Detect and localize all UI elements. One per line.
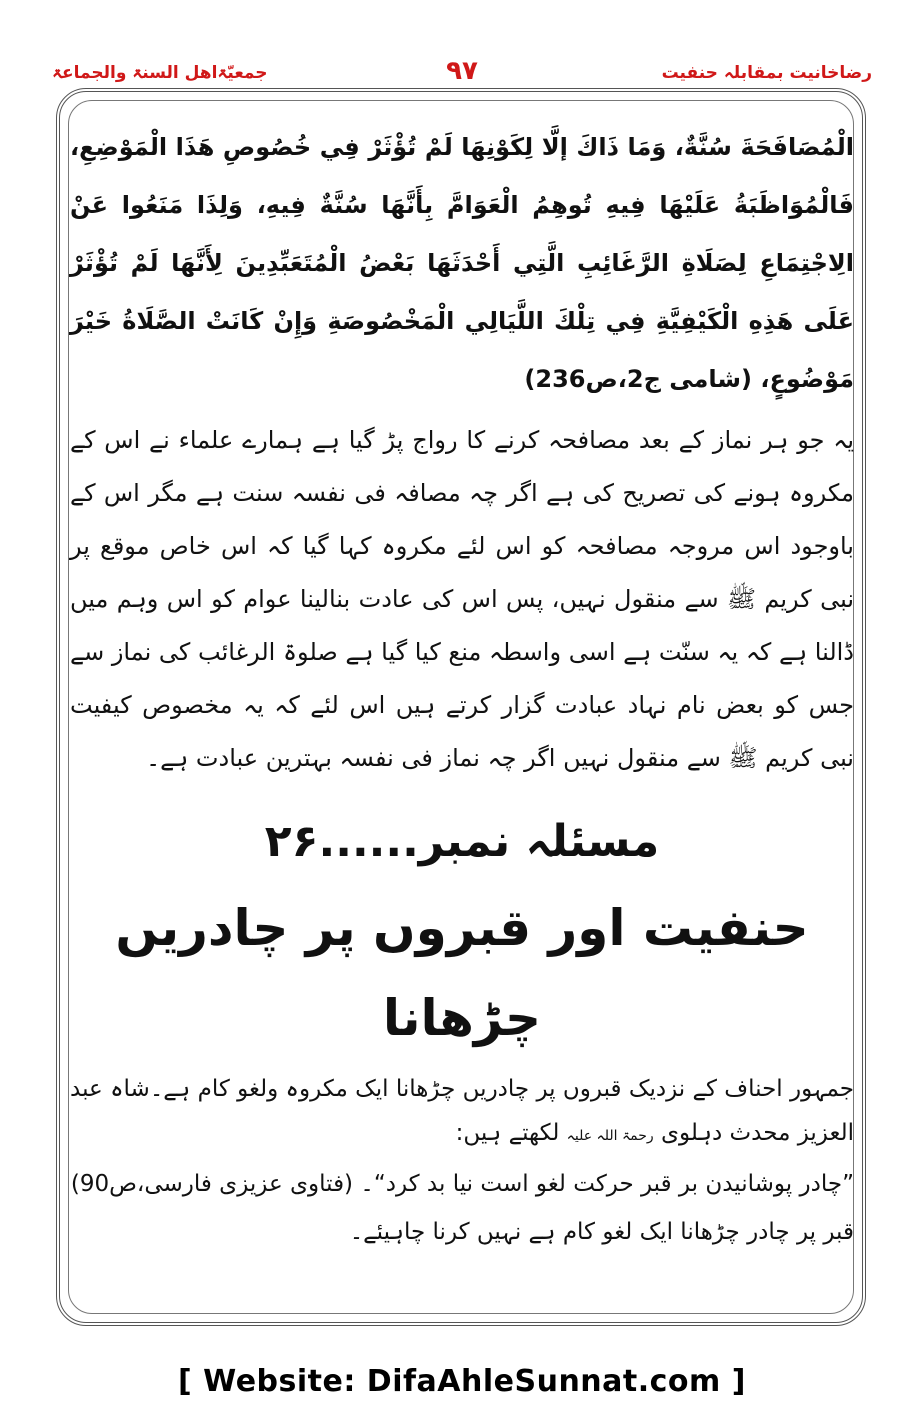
- arabic-quotation: [70, 118, 854, 408]
- masala-heading: مسئلہ نمبر......۲۶: [264, 816, 660, 867]
- quote-reference: (فتاوی عزیزی فارسی،ص90): [70, 1171, 354, 1197]
- website-footer: [ Website: DifaAhleSunnat.com ]: [178, 1364, 746, 1399]
- arabic-reference: (شامی ج2،ص236): [524, 365, 752, 393]
- urdu-paragraph-2: [70, 1067, 854, 1158]
- persian-quote: ”چادر پوشانیدن بر قبر حرکت لغو است نیا بد کرد“۔: [360, 1171, 854, 1197]
- writes-label: لکھتے ہیں:: [455, 1120, 560, 1146]
- persian-quote-line: [70, 1162, 854, 1206]
- quote-translation: قبر پر چادر چڑھانا ایک لغو کام ہے نہیں کرنا چاہیئے۔: [349, 1219, 854, 1245]
- page-content: [70, 118, 854, 1254]
- page-number: ۹۷: [446, 56, 478, 86]
- honorific: رحمۃ اللہ علیہ: [566, 1128, 654, 1144]
- page-header: [52, 58, 872, 92]
- paragraph-2-text: جمہور احناف کے نزدیک قبروں پر چادریں چڑھانا ایک مکروہ ولغو کام ہے۔شاہ عبد العزیز محدث دہلوی: [70, 1076, 854, 1146]
- book-title: رضاخانیت بمقابلہ حنفیت: [661, 63, 872, 83]
- publisher-title: جمعیّۃاھل السنۃ والجماعۃ: [52, 63, 268, 83]
- arabic-text: الْمُصَافَحَةَ سُنَّةٌ، وَمَا ذَاكَ إلَّا لِكَوْنِهَا لَمْ تُؤْثَرْ فِي خُصُوصِ هَذَا الْمَوْضِعِ، فَالْمُوَاظَبَةُ عَلَيْهَا فِيهِ تُوهِمُ الْعَوَامَّ بِأَنَّهَا سُنَّةٌ فِيهِ، وَلِذَا مَنَعُوا عَنْ الِاجْتِمَاعِ لِصَلَاةِ الرَّغَائِبِ الَّتِي أَحْدَثَهَا بَعْضُ الْمُتَعَبِّدِينَ لِأَنَّهَا لَمْ تُؤْثَرْ عَلَى هَذِهِ الْكَيْفِيَّةِ فِي تِلْكَ اللَّيَالِي الْمَخْصُوصَةِ وَإِنْ كَانَتْ الصَّلَاةُ خَيْرَ مَوْضُوعٍ،: [70, 133, 854, 393]
- urdu-paragraph-1: یہ جو ہر نماز کے بعد مصافحہ کرنے کا رواج پڑ گیا ہے ہمارے علماء نے اس کے مکروہ ہونے کی تصریح کی ہے اگر چہ مصافہ فی نفسہ سنت ہے مگر اس کے باوجود اس مروجہ مصافحہ کو اس لئے مکروہ کہا گیا کہ اس خاص موقع پر نبی کریم ﷺ سے منقول نہیں، پس اس کی عادت بنالینا عوام کو اس وہم میں ڈالنا ہے کہ یہ سنّت ہے اسی واسطہ منع کیا گیا ہے صلوۃ الرغائب کی نماز سے جس کو بعض نام نہاد عبادت گزار کرتے ہیں اس لئے کہ یہ مخصوص کیفیت نبی کریم ﷺ سے منقول نہیں اگر چہ نماز فی نفسہ بہترین عبادت ہے۔: [70, 426, 854, 772]
- section-title: حنفیت اور قبروں پر چادریں چڑھانا: [115, 899, 809, 1047]
